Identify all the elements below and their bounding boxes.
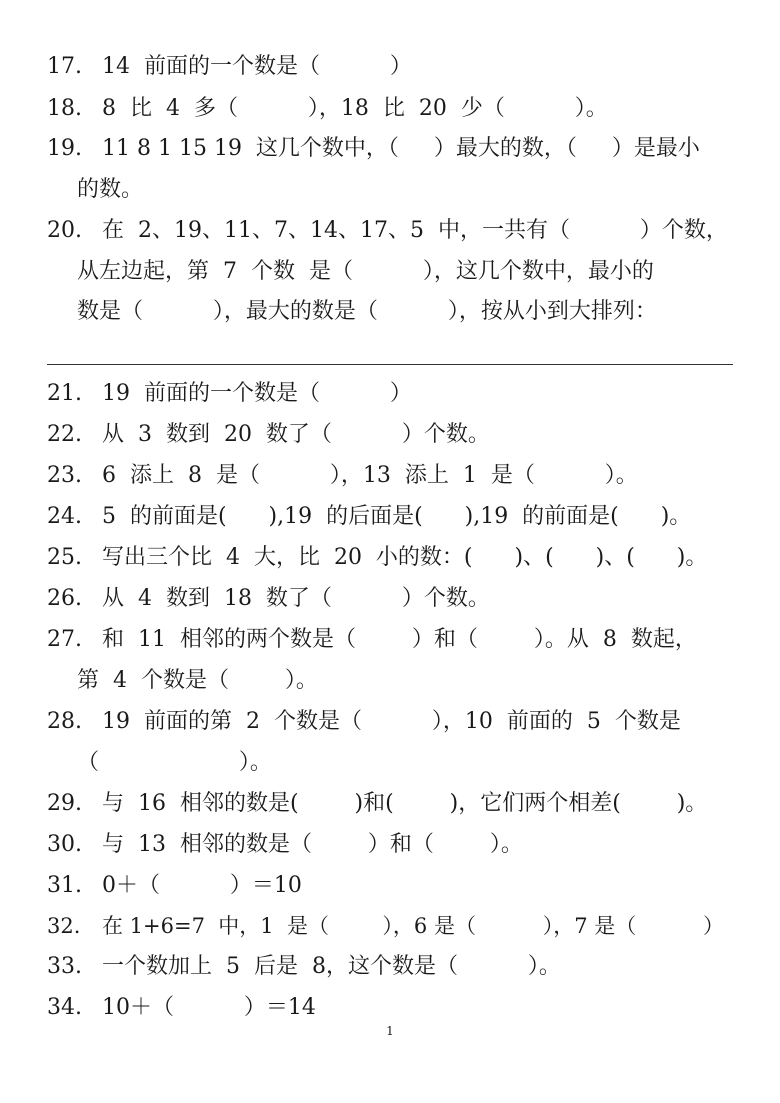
- question-text: 6 添上 8 是（ ），13 添上 1 是（ ）。: [102, 463, 638, 488]
- question-number: 33.: [47, 954, 82, 979]
- question-number: 27.: [47, 627, 82, 652]
- question-28: [47, 708, 737, 736]
- question-text: 10＋（ ）＝14: [102, 995, 316, 1020]
- question-number: 24.: [47, 504, 82, 529]
- question-text: 在 2、19、11、7、14、17、5 中，一共有（ ）个数，: [102, 218, 728, 243]
- question-25: [47, 544, 737, 572]
- question-33: [47, 953, 737, 981]
- question-text: 11 8 1 15 19 这几个数中，（ ）最大的数，（ ）是最小: [102, 136, 700, 161]
- question-31: [47, 872, 737, 900]
- question-text: 14 前面的一个数是（ ）: [102, 54, 412, 79]
- question-number: 31.: [47, 873, 82, 898]
- question-20: [47, 217, 737, 245]
- question-text: 0＋（ ）＝10: [102, 873, 302, 898]
- question-23: [47, 462, 737, 490]
- question-text: 19 前面的第 2 个数是（ ），10 前面的 5 个数是: [102, 709, 681, 734]
- question-text: 一个数加上 5 后是 8，这个数是（ ）。: [102, 954, 561, 979]
- question-22: [47, 421, 737, 449]
- question-29: [47, 790, 737, 818]
- question-number: 25.: [47, 545, 82, 570]
- question-text: 在 1+6=7 中，1 是（ ），6 是（ ），7 是（ ）: [102, 914, 724, 938]
- question-24: [47, 503, 737, 531]
- question-30: [47, 831, 737, 859]
- question-27-continuation: 第 4 个数是（ ）。: [77, 668, 318, 693]
- question-number: 17.: [47, 54, 82, 79]
- question-text: 与 16 相邻的数是( )和( )，它们两个相差( )。: [102, 791, 708, 816]
- question-number: 20.: [47, 218, 82, 243]
- question-32: [47, 912, 737, 940]
- question-number: 22.: [47, 422, 82, 447]
- question-18: [47, 95, 737, 123]
- question-text: 8 比 4 多（ ），18 比 20 少（ ）。: [102, 96, 608, 121]
- question-text: 从 3 数到 20 数了（ ）个数。: [102, 422, 490, 447]
- question-number: 19.: [47, 136, 82, 161]
- question-text: 5 的前面是( ),19 的后面是( ),19 的前面是( )。: [102, 504, 692, 529]
- question-28-continuation: （ ）。: [77, 750, 272, 775]
- question-number: 32.: [47, 914, 81, 938]
- question-number: 28.: [47, 709, 82, 734]
- question-text: 从 4 数到 18 数了（ ）个数。: [102, 586, 490, 611]
- question-number: 29.: [47, 791, 82, 816]
- answer-underline: [47, 364, 733, 365]
- question-text: 与 13 相邻的数是（ ）和（ ）。: [102, 832, 523, 857]
- page-number: 1: [386, 1024, 394, 1038]
- question-27: [47, 626, 737, 654]
- question-20-continuation: 从左边起，第 7 个数 是（ ），这几个数中，最小的: [77, 259, 654, 284]
- question-text: 和 11 相邻的两个数是（ ）和（ ）。从 8 数起，: [102, 627, 697, 652]
- question-number: 21.: [47, 381, 82, 406]
- question-text: 19 前面的一个数是（ ）: [102, 381, 412, 406]
- question-number: 26.: [47, 586, 82, 611]
- question-number: 23.: [47, 463, 82, 488]
- question-number: 34.: [47, 995, 82, 1020]
- question-number: 30.: [47, 832, 82, 857]
- question-21: [47, 380, 737, 408]
- question-34: [47, 994, 737, 1022]
- question-17: [47, 53, 737, 81]
- question-19: [47, 135, 737, 163]
- question-19-continuation: 的数。: [77, 177, 144, 202]
- question-26: [47, 585, 737, 613]
- question-20-continuation: 数是（ ），最大的数是（ ），按从小到大排列：: [77, 299, 657, 324]
- question-number: 18.: [47, 96, 82, 121]
- question-text: 写出三个比 4 大，比 20 小的数：( )、( )、( )。: [102, 545, 708, 570]
